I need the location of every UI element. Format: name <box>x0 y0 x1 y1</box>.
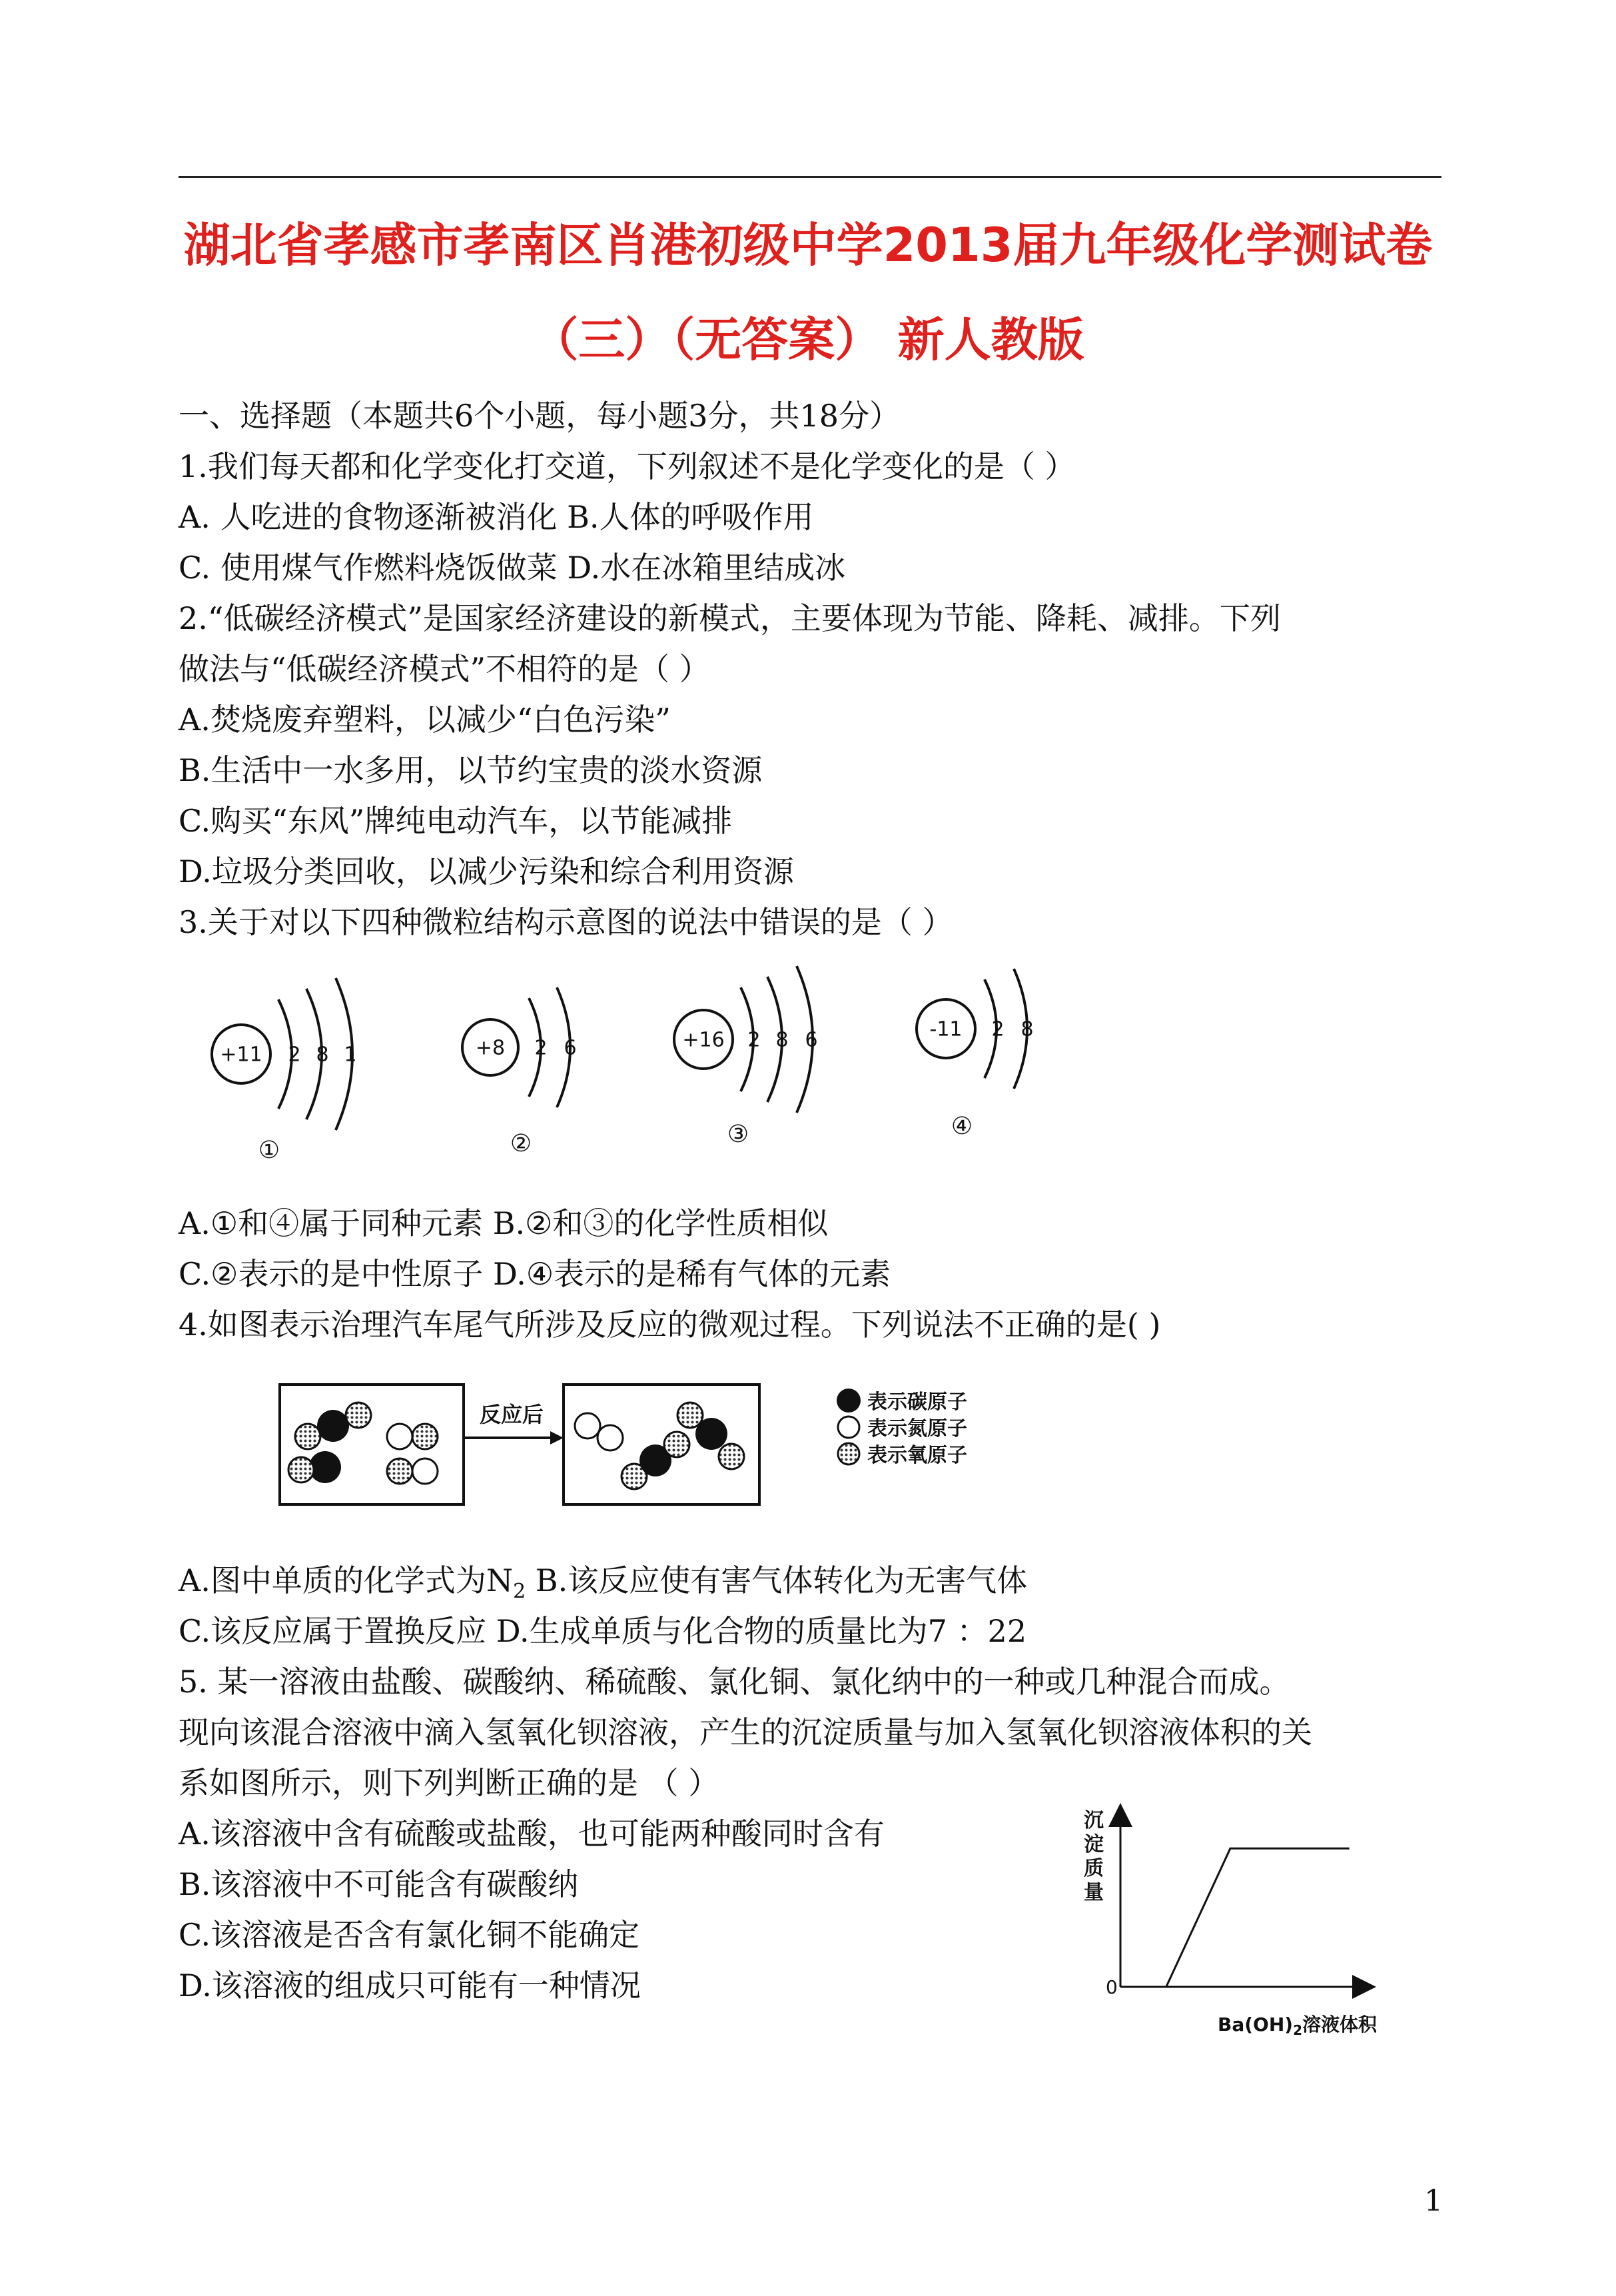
nucleus-charge: +11 <box>220 1043 262 1067</box>
q5-option-c: C.该溶液是否含有氯化铜不能确定 <box>179 1917 640 1953</box>
q3-options-cd: C.②表示的是中性原子 D.④表示的是稀有气体的元素 <box>179 1256 891 1292</box>
electron-count: 2 <box>288 1043 301 1067</box>
electron-count: 8 <box>1020 1017 1034 1041</box>
nitrogen-atom <box>598 1425 623 1450</box>
section-heading: 一、选择题（本题共6个小题，每小题3分，共18分） <box>179 398 901 434</box>
oxygen-atom <box>664 1432 689 1457</box>
q4-option-a-text: A.图中单质的化学式为N <box>179 1562 514 1598</box>
oxygen-atom <box>295 1424 320 1449</box>
q1-options-cd: C. 使用煤气作燃料烧饭做菜 D.水在冰箱里结成冰 <box>179 550 846 586</box>
reaction-diagram <box>0 1359 1616 1519</box>
electron-count: 8 <box>775 1028 789 1052</box>
q2-option-b: B.生活中一水多用，以节约宝贵的淡水资源 <box>179 752 763 788</box>
particle-label: ① <box>258 1137 280 1164</box>
oxygen-atom <box>387 1458 412 1484</box>
y-axis-label-char: 量 <box>1084 1881 1104 1904</box>
carbon-atom <box>695 1418 727 1450</box>
nitrogen-atom <box>387 1424 412 1449</box>
q3-stem: 3.关于对以下四种微粒结构示意图的说法中错误的是（ ） <box>179 904 953 940</box>
nitrogen-atom <box>575 1413 600 1438</box>
legend-oxygen-label: 表示氧原子 <box>867 1444 967 1467</box>
particle-diagrams <box>0 946 1616 1173</box>
particle-label: ③ <box>727 1121 749 1148</box>
particle-label: ④ <box>951 1113 973 1140</box>
q2-option-d: D.垃圾分类回收，以减少污染和综合利用资源 <box>179 854 794 889</box>
electron-count: 6 <box>564 1036 577 1060</box>
electron-count: 2 <box>991 1017 1005 1041</box>
legend-carbon-icon <box>837 1389 861 1413</box>
q2-option-c: C.购买“东风”牌纯电动汽车，以节能减排 <box>179 803 733 839</box>
electron-count: 8 <box>316 1043 329 1067</box>
origin-label: 0 <box>1106 1976 1118 1998</box>
oxygen-atom <box>346 1403 371 1428</box>
y-axis-label-char: 淀 <box>1084 1833 1104 1856</box>
oxygen-atom <box>719 1444 744 1469</box>
header-rule <box>179 176 1441 178</box>
q1-options-ab: A. 人吃进的食物逐渐被消化 B.人体的呼吸作用 <box>179 499 814 535</box>
q5-stem-1: 5. 某一溶液由盐酸、碳酸纳、稀硫酸、氯化铜、氯化纳中的一种或几种混合而成。 <box>179 1664 1290 1700</box>
electron-count: 6 <box>805 1028 818 1052</box>
q4-option-b-text: B.该反应使有害气体转化为无害气体 <box>526 1562 1028 1598</box>
q4-options-cd: C.该反应属于置换反应 D.生成单质与化合物的质量比为7 ：22 <box>179 1613 1027 1649</box>
carbon-atom <box>317 1410 349 1442</box>
y-axis-label-char: 沉 <box>1084 1809 1104 1832</box>
electron-count: 1 <box>344 1043 357 1067</box>
x-axis-label <box>1218 2013 1378 2038</box>
q5-option-a: A.该溶液中含有硫酸或盐酸，也可能两种酸同时含有 <box>179 1816 885 1852</box>
q2-stem-2: 做法与“低碳经济模式”不相符的是（ ） <box>179 651 710 687</box>
q5-stem-3: 系如图所示，则下列判断正确的是 （ ） <box>179 1765 719 1801</box>
q5-option-b: B.该溶液中不可能含有碳酸纳 <box>179 1866 579 1902</box>
legend-carbon-label: 表示碳原子 <box>867 1391 967 1414</box>
q1-stem: 1.我们每天都和化学变化打交道，下列叙述不是化学变化的是（ ） <box>179 448 1076 484</box>
q2-stem-1: 2.“低碳经济模式”是国家经济建设的新模式，主要体现为节能、降耗、减排。下列 <box>179 600 1281 636</box>
particle-label: ② <box>510 1130 532 1157</box>
electron-count: 2 <box>747 1028 761 1052</box>
nucleus-charge: +16 <box>682 1028 725 1052</box>
oxygen-atom <box>288 1457 314 1482</box>
doc-title-line1: 湖北省孝感市孝南区肖港初级中学2013届九年级化学测试卷 <box>183 218 1433 273</box>
oxygen-atom <box>412 1424 438 1449</box>
nucleus-charge: -11 <box>929 1017 963 1041</box>
nitrogen-atom <box>412 1458 438 1484</box>
q4-options-ab <box>179 1556 1027 1603</box>
arrow-label: 反应后 <box>479 1402 544 1427</box>
doc-title-line2: （三）（无答案） 新人教版 <box>532 312 1084 367</box>
legend-nitrogen-label: 表示氮原子 <box>867 1417 967 1440</box>
x-axis-label-sub: 2 <box>1293 2022 1302 2038</box>
q2-option-a: A.焚烧废弃塑料，以减少“白色污染” <box>179 702 671 738</box>
y-axis-label-char: 质 <box>1084 1857 1104 1880</box>
legend-oxygen-icon <box>838 1443 859 1464</box>
arrow-head <box>550 1431 564 1444</box>
nucleus-charge: +8 <box>475 1036 506 1060</box>
q4-stem: 4.如图表示治理汽车尾气所涉及反应的微观过程。下列说法不正确的是( ) <box>179 1307 1161 1343</box>
precipitate-line <box>1120 1848 1350 1987</box>
q3-options-ab: A.①和④属于同种元素 B.②和③的化学性质相似 <box>179 1205 829 1241</box>
x-axis-label-main: Ba(OH) <box>1218 2013 1294 2035</box>
q5-option-d: D.该溶液的组成只可能有一种情况 <box>179 1968 641 2004</box>
electron-count: 2 <box>534 1036 548 1060</box>
page-number: 1 <box>1424 2184 1443 2218</box>
x-axis-label-tail: 溶液体积 <box>1302 2013 1378 2035</box>
precipitate-chart <box>1066 1792 1412 2045</box>
q4-subscript: 2 <box>513 1580 526 1604</box>
q5-stem-2: 现向该混合溶液中滴入氢氧化钡溶液，产生的沉淀质量与加入氢氧化钡溶液体积的关 <box>179 1714 1312 1750</box>
legend-nitrogen-icon <box>838 1417 859 1438</box>
